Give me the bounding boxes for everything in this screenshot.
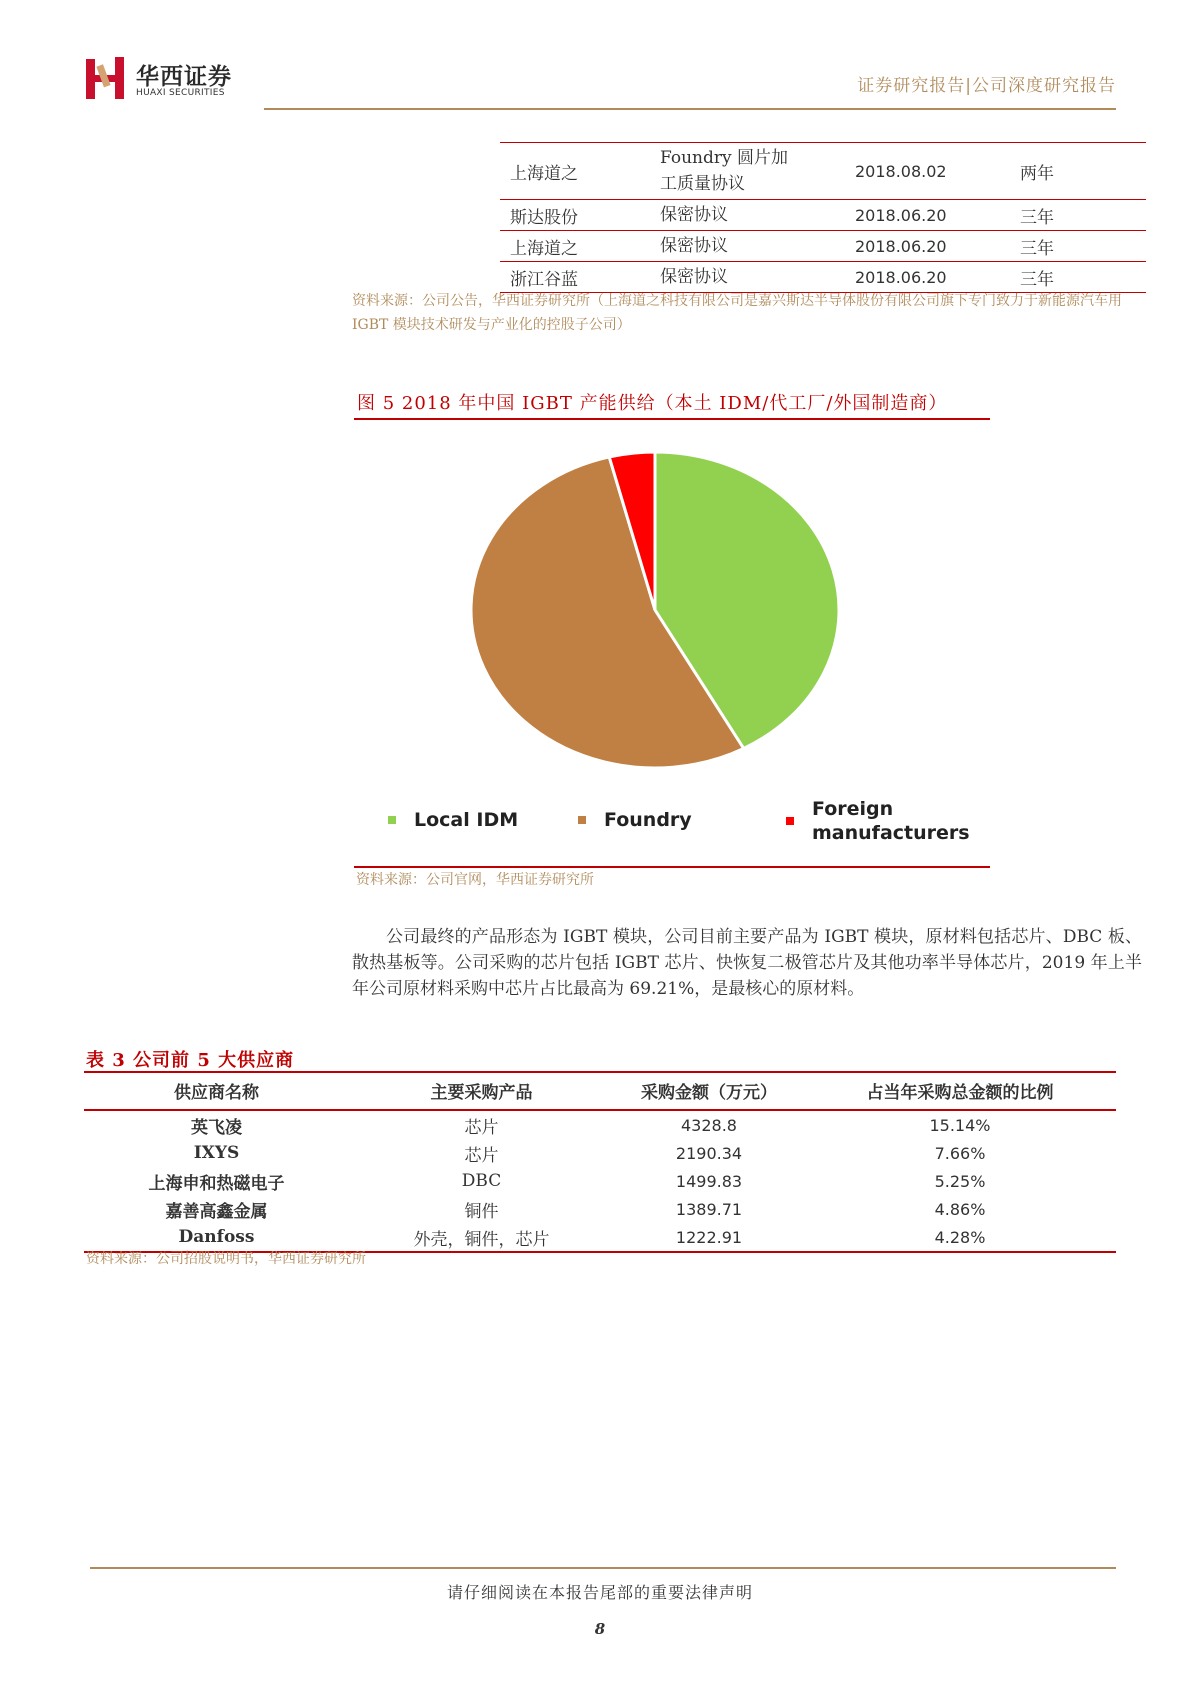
header-divider [264, 108, 1116, 110]
legend-label-foreign-line2: manufacturers [812, 822, 970, 844]
supplier-product: 铜件 [464, 1201, 499, 1222]
supplier-amount: 4328.8 [681, 1115, 737, 1135]
figure-top-rule [354, 418, 990, 420]
legend-label-foreign-line1: Foreign [812, 798, 894, 820]
pie-chart [448, 432, 862, 788]
logo-english-name: HUAXI SECURITIES [136, 88, 225, 98]
supplier-amount: 1222.91 [614, 1223, 804, 1252]
header-amount: 采购金额（万元） [614, 1074, 804, 1110]
supplier-ratio: 4.86% [934, 1199, 986, 1219]
supplier-row [84, 1110, 1116, 1139]
agreement-row [500, 200, 1146, 231]
figure-title: 图 5 2018 年中国 IGBT 产能供给（本土 IDM/代工厂/外国制造商） [357, 393, 948, 414]
agreement-type [650, 200, 845, 231]
agreement-party: 上海道之 [500, 231, 650, 262]
supplier-name: 嘉善高鑫金属 [165, 1201, 268, 1222]
supplier-name: 英飞凌 [191, 1117, 242, 1138]
header-ratio: 占当年采购总金额的比例 [804, 1074, 1116, 1110]
agreement-type-line1: 保密协议 [660, 267, 728, 287]
footer-divider [90, 1567, 1116, 1569]
supplier-ratio: 15.14% [929, 1115, 991, 1135]
agreement-type [650, 231, 845, 262]
agreement-date: 2018.06.20 [845, 200, 1010, 231]
legend-label-local-idm: Local IDM [414, 809, 519, 831]
supplier-product: DBC [461, 1171, 502, 1191]
suppliers-table [84, 1074, 1116, 1253]
legend-foreign [786, 797, 970, 845]
agreement-party: 浙江谷蓝 [500, 262, 650, 293]
supplier-amount: 2190.34 [675, 1143, 743, 1163]
legal-notice: 请仔细阅读在本报告尾部的重要法律声明 [446, 1583, 753, 1602]
agreement-type [650, 143, 845, 200]
supplier-amount: 1389.71 [675, 1199, 743, 1219]
agreement-type-line1: 保密协议 [660, 236, 728, 256]
supplier-row [84, 1139, 1116, 1167]
legend-local-idm [388, 808, 518, 832]
agreement-type [650, 262, 845, 293]
agreement-term: 三年 [1010, 231, 1146, 262]
legend-swatch-foreign [786, 817, 794, 825]
agreement-row [500, 262, 1146, 293]
agreement-date: 2018.06.20 [845, 231, 1010, 262]
supplier-product: 芯片 [464, 1117, 499, 1138]
agreement-row [500, 231, 1146, 262]
agreement-term: 两年 [1010, 143, 1146, 200]
supplier-ratio: 5.25% [934, 1171, 986, 1191]
supplier-ratio: 7.66% [934, 1143, 986, 1163]
agreement-type-line2: 工质量协议 [660, 174, 745, 194]
huaxi-logo-icon [86, 57, 124, 99]
supplier-row [84, 1195, 1116, 1223]
figure-source: 资料来源：公司官网，华西证券研究所 [356, 872, 594, 888]
supplier-amount: 1499.83 [675, 1171, 743, 1191]
agreement-row [500, 143, 1146, 200]
supplier-name: IXYS [193, 1143, 240, 1163]
agreement-party: 上海道之 [500, 143, 650, 200]
header-supplier-name: 供应商名称 [84, 1074, 349, 1110]
agreements-source: 资料来源：公司公告，华西证券研究所（上海道之科技有限公司是嘉兴斯达半导体股份有限公司旗下专门致力于新能源汽车用 IGBT 模块技术研发与产业化的控股子公司） [352, 293, 1122, 333]
supplier-name: Danfoss [84, 1223, 349, 1252]
legend-label-foundry: Foundry [604, 809, 692, 831]
agreement-term: 三年 [1010, 200, 1146, 231]
supplier-product: 芯片 [464, 1145, 499, 1166]
agreement-date: 2018.06.20 [845, 262, 1010, 293]
suppliers-table-title: 表 3 公司前 5 大供应商 [86, 1050, 295, 1071]
suppliers-source: 资料来源：公司招股说明书，华西证券研究所 [86, 1251, 366, 1267]
agreement-type-line1: Foundry 圆片加 [660, 148, 789, 168]
report-type-label: 证券研究报告|公司深度研究报告 [857, 76, 1116, 96]
supplier-name: 上海申和热磁电子 [148, 1173, 285, 1194]
agreements-table [500, 142, 1146, 293]
supplier-ratio: 4.28% [804, 1223, 1116, 1252]
agreement-term: 三年 [1010, 262, 1146, 293]
agreement-date: 2018.08.02 [845, 143, 1010, 200]
legend-swatch-foundry [578, 816, 586, 824]
suppliers-table-top-rule [84, 1071, 1116, 1073]
legend-foundry [578, 808, 692, 832]
logo-company-name: 华西证券 [136, 63, 232, 90]
legend-swatch-local-idm [388, 816, 396, 824]
supplier-row [84, 1167, 1116, 1195]
agreement-party: 斯达股份 [500, 200, 650, 231]
page-number: 8 [594, 1620, 606, 1638]
agreement-type-line1: 保密协议 [660, 205, 728, 225]
body-paragraph: 公司最终的产品形态为 IGBT 模块，公司目前主要产品为 IGBT 模块，原材料包括芯片、DBC 板、散热基板等。公司采购的芯片包括 IGBT 芯片、快恢复二极管芯片及其他功率半导体芯片，2019 年上半年公司原材料采购中芯片占比最高为 69.21%，是最核心的原材料。 [352, 927, 1142, 999]
supplier-product: 外壳，铜件，芯片 [349, 1223, 614, 1252]
header-main-product: 主要采购产品 [349, 1074, 614, 1110]
